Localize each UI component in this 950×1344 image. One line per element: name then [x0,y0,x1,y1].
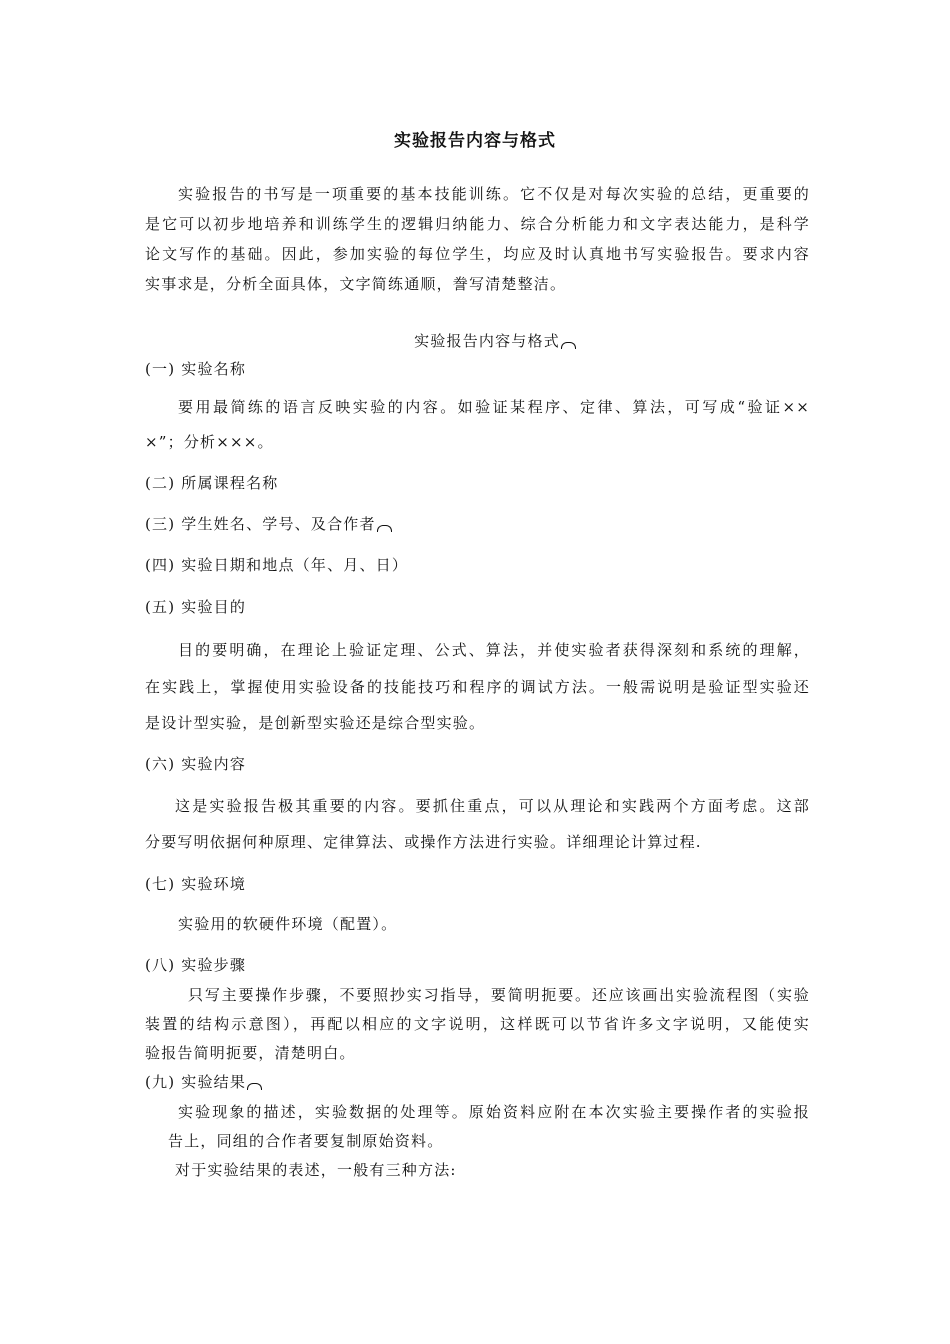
section-subtitle-text: 实验报告内容与格式 [414,332,560,350]
section-heading: (一) 实验名称 [145,360,247,378]
section-body-line: 验报告简明扼要，清楚明白。 [145,1044,356,1062]
intro-line: 实验报告的书写是一项重要的基本技能训练。它不仅是对每次实验的总结，更重要的 [178,185,810,203]
section-heading: (七) 实验环境 [145,875,247,893]
section-body-line: ×”；分析×××。 [145,433,274,451]
intro-line: 论文写作的基础。因此，参加实验的每位学生，均应及时认真地书写实验报告。要求内容 [145,245,810,263]
section-heading: (五) 实验目的 [145,598,247,616]
section-heading: (八) 实验步骤 [145,956,247,974]
anchor-mark-icon [377,525,392,532]
section-body-line: 在实践上，掌握使用实验设备的技能技巧和程序的调试方法。一般需说明是验证型实验还 [145,678,810,696]
section-subtitle [0,330,950,351]
section-body-line: 对于实验结果的表述，一般有三种方法: [175,1161,457,1179]
section-body-line: 要用最简练的语言反映实验的内容。如验证某程序、定律、算法，可写成“验证×× [178,398,810,416]
document-title: 实验报告内容与格式 [394,131,556,151]
section-body-line: 实验用的软硬件环境（配置）。 [178,915,398,933]
intro-line: 是它可以初步地培养和训练学生的逻辑归纳能力、综合分析能力和文字表达能力，是科学 [145,215,810,233]
section-heading: (六) 实验内容 [145,755,247,773]
anchor-mark-icon [561,342,576,349]
section-heading: (四) 实验日期和地点（年、月、日） [145,556,409,574]
section-body-line: 实验现象的描述，实验数据的处理等。原始资料应附在本次实验主要操作者的实验报 [178,1103,810,1121]
anchor-mark-icon [247,1083,262,1090]
section-heading [145,513,810,535]
section-heading-text: (三) 学生姓名、学号、及合作者 [145,515,376,533]
section-heading [145,1071,810,1093]
section-body-line: 只写主要操作步骤，不要照抄实习指导，要简明扼要。还应该画出实验流程图（实验 [188,986,810,1004]
section-heading-text: (九) 实验结果 [145,1073,247,1091]
section-body-line: 目的要明确，在理论上验证定理、公式、算法，并使实验者获得深刻和系统的理解， [178,641,810,659]
section-heading: (二) 所属课程名称 [145,474,279,492]
section-body-line: 分要写明依据何种原理、定律算法、或操作方法进行实验。详细理论计算过程. [145,833,702,851]
section-body-line: 装置的结构示意图），再配以相应的文字说明，这样既可以节省许多文字说明，又能使实 [145,1015,810,1033]
section-body-line: 这是实验报告极其重要的内容。要抓住重点，可以从理论和实践两个方面考虑。这部 [175,797,810,815]
section-body-line: 告上，同组的合作者要复制原始资料。 [168,1132,444,1150]
section-body-line: 是设计型实验，是创新型实验还是综合型实验。 [145,714,486,732]
intro-line: 实事求是，分析全面具体，文字简练通顺，誊写清楚整洁。 [145,275,567,293]
